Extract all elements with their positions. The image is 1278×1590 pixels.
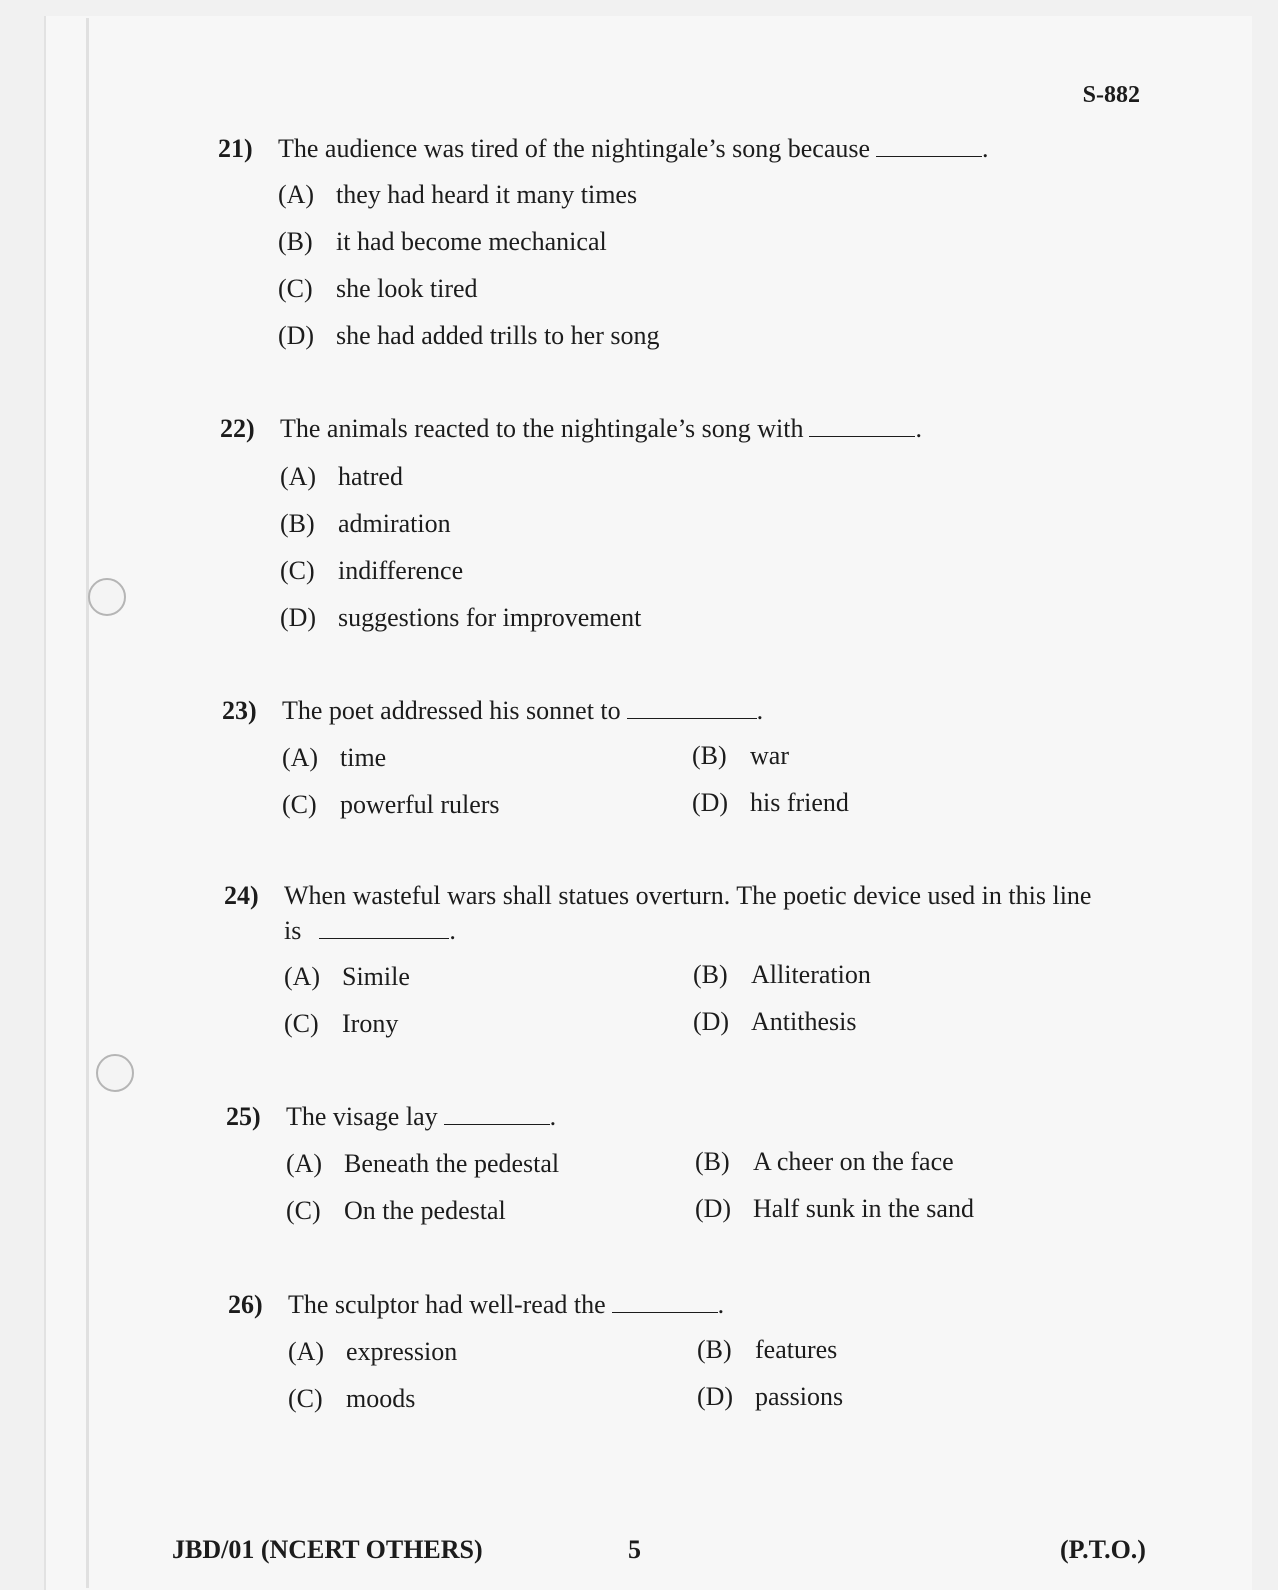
option-d: (D) passions bbox=[697, 1382, 844, 1411]
option-a: (A) they had heard it many times bbox=[278, 180, 638, 209]
question-number: 22) bbox=[220, 414, 255, 443]
question-number: 23) bbox=[222, 696, 257, 725]
option-a: (A) Beneath the pedestal bbox=[286, 1149, 560, 1178]
question-text: The animals reacted to the nightingale’s song with . bbox=[280, 414, 922, 443]
paper-code: S-882 bbox=[1082, 82, 1140, 108]
option-d: (D) suggestions for improvement bbox=[280, 603, 642, 632]
option-d: (D) Half sunk in the sand bbox=[695, 1194, 974, 1223]
option-d: (D) Antithesis bbox=[693, 1007, 857, 1036]
option-a: (A) time bbox=[282, 743, 387, 772]
answer-blank bbox=[612, 1290, 718, 1313]
option-c: (C) indifference bbox=[280, 556, 464, 585]
question-text: The visage lay . bbox=[286, 1102, 557, 1131]
answer-blank bbox=[876, 134, 982, 157]
question-number: 21) bbox=[218, 134, 253, 163]
question-text-continued: is . bbox=[284, 916, 456, 945]
question-text: The sculptor had well-read the . bbox=[288, 1290, 725, 1319]
punch-hole bbox=[88, 578, 126, 616]
option-b: (B) Alliteration bbox=[693, 960, 871, 989]
answer-blank bbox=[809, 414, 915, 437]
question-number: 26) bbox=[228, 1290, 263, 1319]
footer-paper-id: JBD/01 (NCERT OTHERS) bbox=[172, 1535, 483, 1564]
question-text: The poet addressed his sonnet to . bbox=[282, 696, 764, 725]
binding-strip bbox=[86, 18, 89, 1588]
option-a: (A) expression bbox=[288, 1337, 458, 1366]
option-a: (A) hatred bbox=[280, 462, 403, 491]
option-a: (A) Simile bbox=[284, 962, 410, 991]
option-b: (B) admiration bbox=[280, 509, 451, 538]
option-d: (D) she had added trills to her song bbox=[278, 321, 660, 350]
question-text: When wasteful wars shall statues overturn. The poetic device used in this line bbox=[284, 881, 1092, 910]
answer-blank bbox=[627, 696, 757, 719]
page-number: 5 bbox=[628, 1535, 641, 1564]
punch-hole bbox=[96, 1054, 134, 1092]
question-number: 24) bbox=[224, 881, 259, 910]
option-c: (C) she look tired bbox=[278, 274, 478, 303]
option-c: (C) Irony bbox=[284, 1009, 399, 1038]
option-b: (B) features bbox=[697, 1335, 838, 1364]
exam-page bbox=[44, 16, 1252, 1590]
option-c: (C) moods bbox=[288, 1384, 416, 1413]
footer-pto: (P.T.O.) bbox=[1060, 1535, 1146, 1564]
option-b: (B) war bbox=[692, 741, 789, 770]
question-number: 25) bbox=[226, 1102, 261, 1131]
question-text: The audience was tired of the nightingale’s song because . bbox=[278, 134, 989, 163]
option-c: (C) powerful rulers bbox=[282, 790, 500, 819]
option-d: (D) his friend bbox=[692, 788, 849, 817]
answer-blank bbox=[444, 1102, 550, 1125]
option-b: (B) it had become mechanical bbox=[278, 227, 607, 256]
answer-blank bbox=[319, 916, 449, 939]
option-c: (C) On the pedestal bbox=[286, 1196, 506, 1225]
option-b: (B) A cheer on the face bbox=[695, 1147, 954, 1176]
